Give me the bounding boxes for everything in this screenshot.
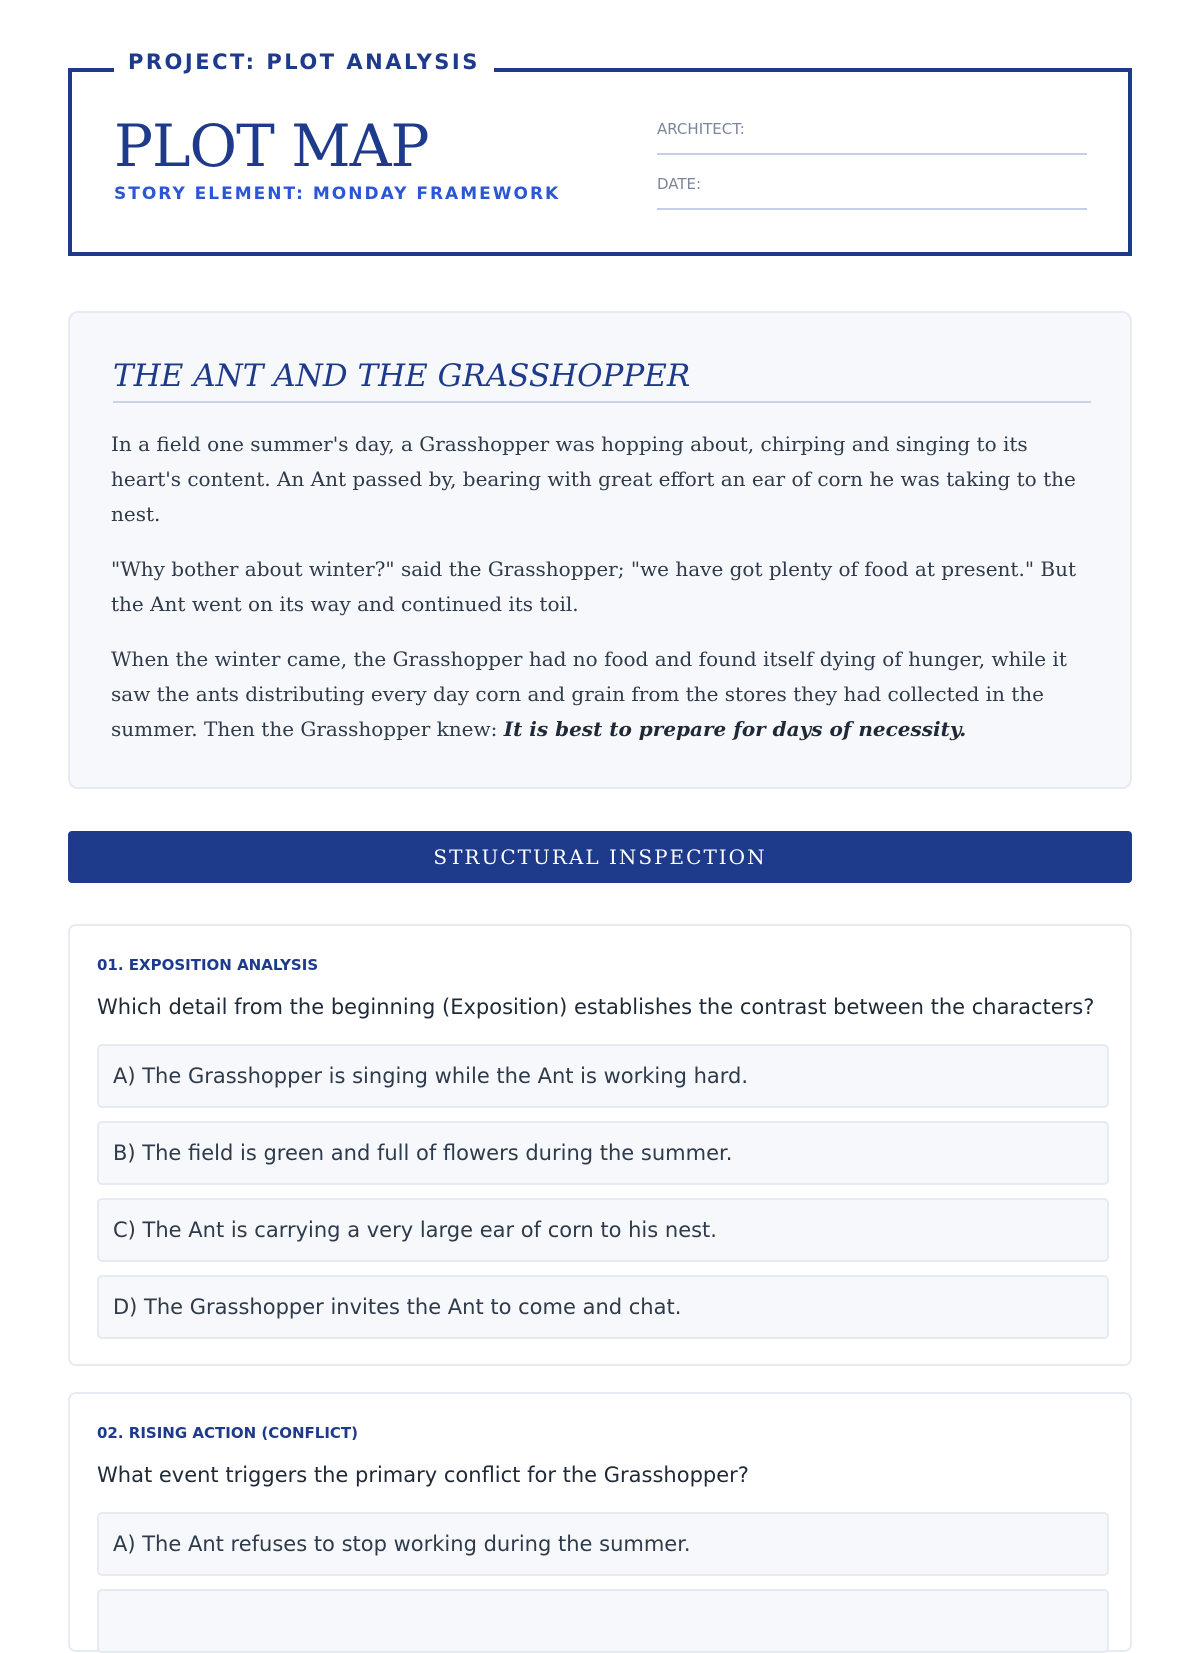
question-card-1 [68,924,1132,1366]
question-text: What event triggers the primary conflict for the Grasshopper? [97,1463,749,1487]
story-title: THE ANT AND THE GRASSHOPPER [113,353,1091,403]
answer-option-b[interactable]: B) The field is green and full of flowers during the summer. [97,1121,1109,1185]
story-element-subtitle: STORY ELEMENT: MONDAY FRAMEWORK [114,184,561,204]
story-paragraph: In a field one summer's day, a Grasshopper was hopping about, chirping and singing to its heart's content. An Ant passed by, bearing with great effort an ear of corn he was taking to the nest. [111,432,1076,526]
section-header: STRUCTURAL INSPECTION [68,831,1132,883]
story-moral: It is best to prepare for days of necessity. [503,717,967,741]
story-paragraph [111,642,1101,747]
story-card [68,311,1132,789]
architect-label: ARCHITECT: [657,120,745,138]
answer-option-c[interactable]: C) The Ant is carrying a very large ear of corn to his nest. [97,1198,1109,1262]
question-text: Which detail from the beginning (Exposition) establishes the contrast between the characters? [97,995,1095,1019]
date-field[interactable] [657,174,1087,210]
date-label: DATE: [657,175,702,193]
story-paragraph-text: When the winter came, the Grasshopper had no food and found itself dying of hunger, while it saw the ants distributing every day corn and grain from the stores they had collected in the summer. Then the Grasshopper knew: [111,647,1067,741]
question-label: 01. EXPOSITION ANALYSIS [97,956,319,974]
answer-option-b[interactable] [97,1589,1109,1653]
question-card-2 [68,1392,1132,1652]
answer-option-a[interactable]: A) The Ant refuses to stop working during the summer. [97,1512,1109,1576]
answer-option-a[interactable]: A) The Grasshopper is singing while the Ant is working hard. [97,1044,1109,1108]
architect-field[interactable] [657,119,1087,155]
question-label: 02. RISING ACTION (CONFLICT) [97,1424,359,1442]
answer-option-d[interactable]: D) The Grasshopper invites the Ant to come and chat. [97,1275,1109,1339]
page-title: PLOT MAP [114,112,429,180]
story-body [111,427,1101,767]
story-paragraph: "Why bother about winter?" said the Grasshopper; "we have got plenty of food at present." But the Ant went on its way and continued its toil. [111,557,1076,616]
project-label: PROJECT: PLOT ANALYSIS [114,48,494,76]
